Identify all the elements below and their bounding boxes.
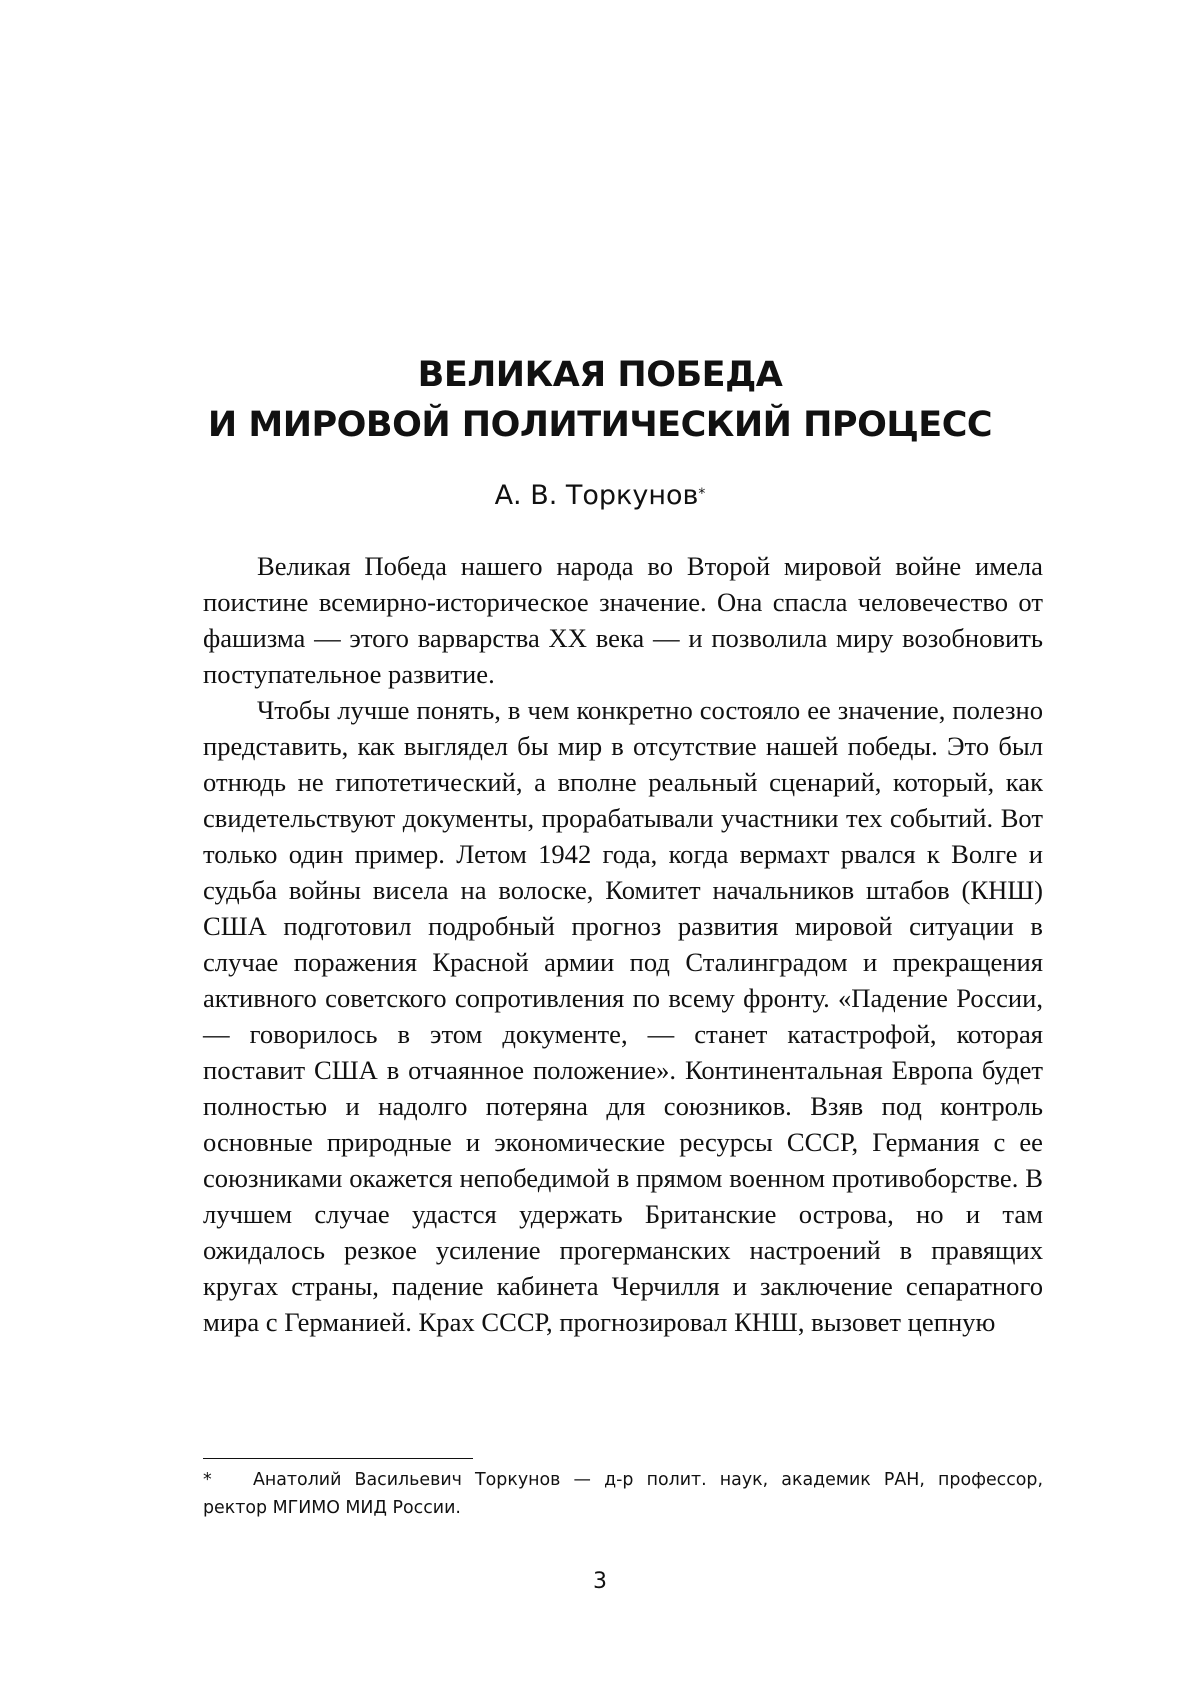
article-title-line-2: И МИРОВОЙ ПОЛИТИЧЕСКИЙ ПРОЦЕСС: [207, 405, 993, 445]
footnote-separator: [203, 1458, 473, 1459]
page-number: 3: [593, 1569, 607, 1594]
footnote-text: Анатолий Васильевич Торкунов — д-р полит. наук, академик РАН, профессор, ректор МГИМО МИД России.: [203, 1470, 1043, 1518]
footnote-mark: *: [203, 1470, 212, 1490]
article-title: [150, 350, 1050, 450]
author-footnote-mark: *: [698, 486, 706, 502]
author-line: [150, 476, 1050, 516]
body-paragraph-1: Великая Победа нашего народа во Второй мировой войне имела поистине всемирно-историческое значение. Она спасла человечество от фашизма — этого варварства XX века — и позволила миру возобновить поступательное развитие.: [203, 551, 1043, 689]
footnote: [203, 1466, 1043, 1522]
article-title-line-1: ВЕЛИКАЯ ПОБЕДА: [417, 355, 783, 395]
author-name: А. В. Торкунов: [494, 480, 699, 511]
article-body: [203, 548, 1043, 1340]
body-paragraph-2: Чтобы лучше понять, в чем конкретно состояло ее значение, полезно представить, как выглядел бы мир в отсутствие нашей победы. Это был отнюдь не гипотетический, а вполне реальный сценарий, который, как свидетельствуют документы, прорабатывали участники тех событий. Вот только один пример. Летом 1942 года, когда вермахт рвался к Волге и судьба войны висела на волоске, Комитет начальников штабов (КНШ) США подготовил подробный прогноз развития мировой ситуации в случае поражения Красной армии под Сталинградом и прекращения активного советского сопротивления по всему фронту. «Падение России, — говорилось в этом документе, — станет катастрофой, которая поставит США в отчаянное положение». Континентальная Европа будет полностью и надолго потеряна для союзников. Взяв под контроль основные природные и экономические ресурсы СССР, Германия с ее союзниками окажется непобедимой в прямом военном противоборстве. В лучшем случае удастся удержать Британские острова, но и там ожидалось резкое усиление прогерманских настроений в правящих кругах страны, падение кабинета Черчилля и заключение сепаратного мира с Германией. Крах СССР, прогнозировал КНШ, вызовет цепную: [203, 695, 1043, 1337]
